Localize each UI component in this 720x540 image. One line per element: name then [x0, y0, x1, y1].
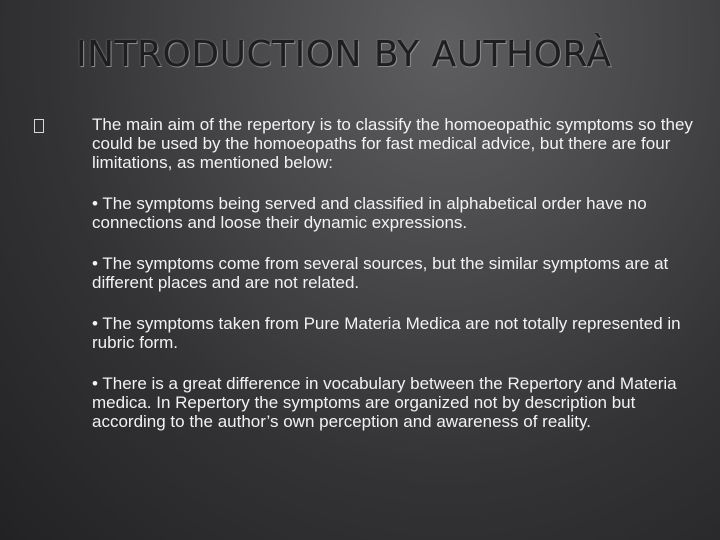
limitation-item — [92, 254, 692, 292]
limitation-text: • The symptoms being served and classified in alphabetical order have no connections and loose their dynamic expressions. — [92, 194, 647, 232]
slide-title: INTRODUCTION BY AUTHORÀ — [76, 34, 612, 75]
main-bullet — [34, 115, 694, 172]
limitation-item — [92, 194, 692, 232]
limitation-item — [92, 374, 692, 431]
limitation-text: • The symptoms taken from Pure Materia Medica are not totally represented in rubric form. — [92, 314, 681, 352]
limitation-text: • The symptoms come from several sources, but the similar symptoms are at different places and are not related. — [92, 254, 669, 292]
box-bullet-icon — [34, 119, 44, 133]
slide-content — [34, 115, 694, 431]
main-bullet-text: The main aim of the repertory is to classify the homoeopathic symptoms so they could be used by the homoeopaths for fast medical advice, but there are four limitations, as mentioned below: — [92, 115, 693, 172]
limitation-item — [92, 314, 692, 352]
limitation-text: • There is a great difference in vocabulary between the Repertory and Materia medica. In Repertory the symptoms are organized not by description but according to the author’s own perception and awareness of reality. — [92, 374, 677, 431]
